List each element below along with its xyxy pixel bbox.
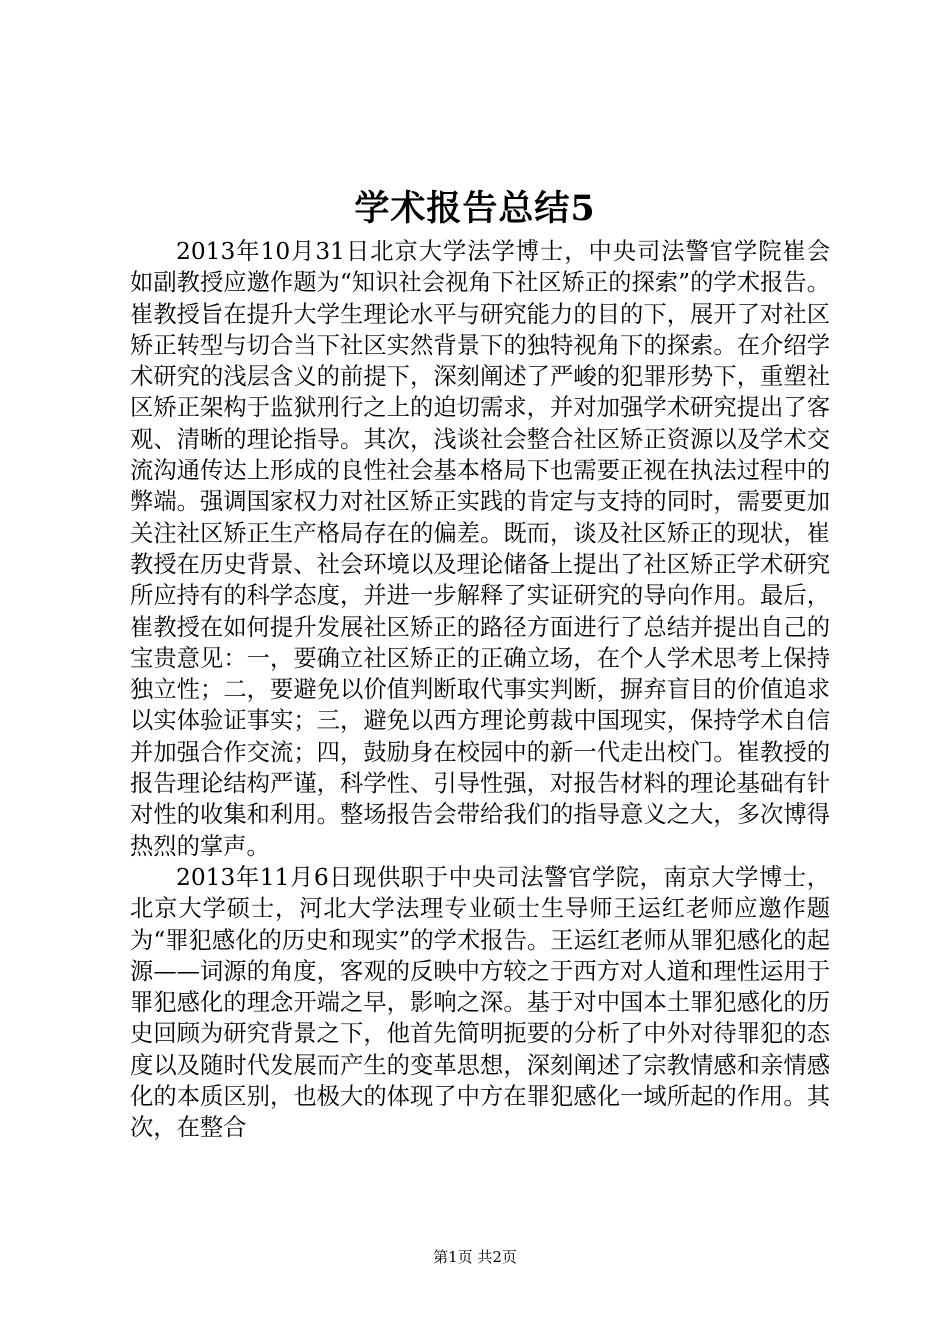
- document-title: 学术报告总结5: [354, 188, 596, 229]
- paragraph: 2013年11月6日现供职于中央司法警官学院，南京大学博士，北京大学硕士，河北大学法理专业硕士生导师王运红老师应邀作题为“罪犯感化的历史和现实”的学术报告。王运红老师从罪犯感化的起源——词源的角度，客观的反映中方较之于西方对人道和理性运用于罪犯感化的理念开端之早，影响之深。基于对中国本土罪犯感化的历史回顾为研究背景之下，他首先简明扼要的分析了中外对待罪犯的态度以及随时代发展而产生的变革思想，深刻阐述了宗教情感和亲情感化的本质区别，也极大的体现了中方在罪犯感化一域所起的作用。其次，在整合: [130, 863, 830, 1142]
- paragraph: 2013年10月31日北京大学法学博士，中央司法警官学院崔会如副教授应邀作题为“知识社会视角下社区矫正的探索”的学术报告。崔教授旨在提升大学生理论水平与研究能力的目的下，展开了对社区矫正转型与切合当下社区实然背景下的独特视角下的探索。在介绍学术研究的浅层含义的前提下，深刻阐述了严峻的犯罪形势下，重塑社区矫正架构于监狱刑行之上的迫切需求，并对加强学术研究提出了客观、清晰的理论指导。其次，浅谈社会整合社区矫正资源以及学术交流沟通传达上形成的良性社会基本格局下也需要正视在执法过程中的弊端。强调国家权力对社区矫正实践的肯定与支持的同时，需要更加关注社区矫正生产格局存在的偏差。既而，谈及社区矫正的现状，崔教授在历史背景、社会环境以及理论储备上提出了社区矫正学术研究所应持有的科学态度，并进一步解释了实证研究的导向作用。最后，崔教授在如何提升发展社区矫正的路径方面进行了总结并提出自己的宝贵意见：一，要确立社区矫正的正确立场，在个人学术思考上保持独立性；二，要避免以价值判断取代事实判断，摒弃盲目的价值追求以实体验证事实；三，避免以西方理论剪裁中国现实，保持学术自信并加强合作交流；四，鼓励身在校园中的新一代走出校门。崔教授的报告理论结构严谨，科学性、引导性强，对报告材料的理论基础有针对性的收集和利用。整场报告会带给我们的指导意义之大，多次博得热烈的掌声。: [130, 238, 830, 860]
- page-number-footer: 第1页 共2页: [433, 1248, 517, 1266]
- document-body: [130, 236, 830, 1144]
